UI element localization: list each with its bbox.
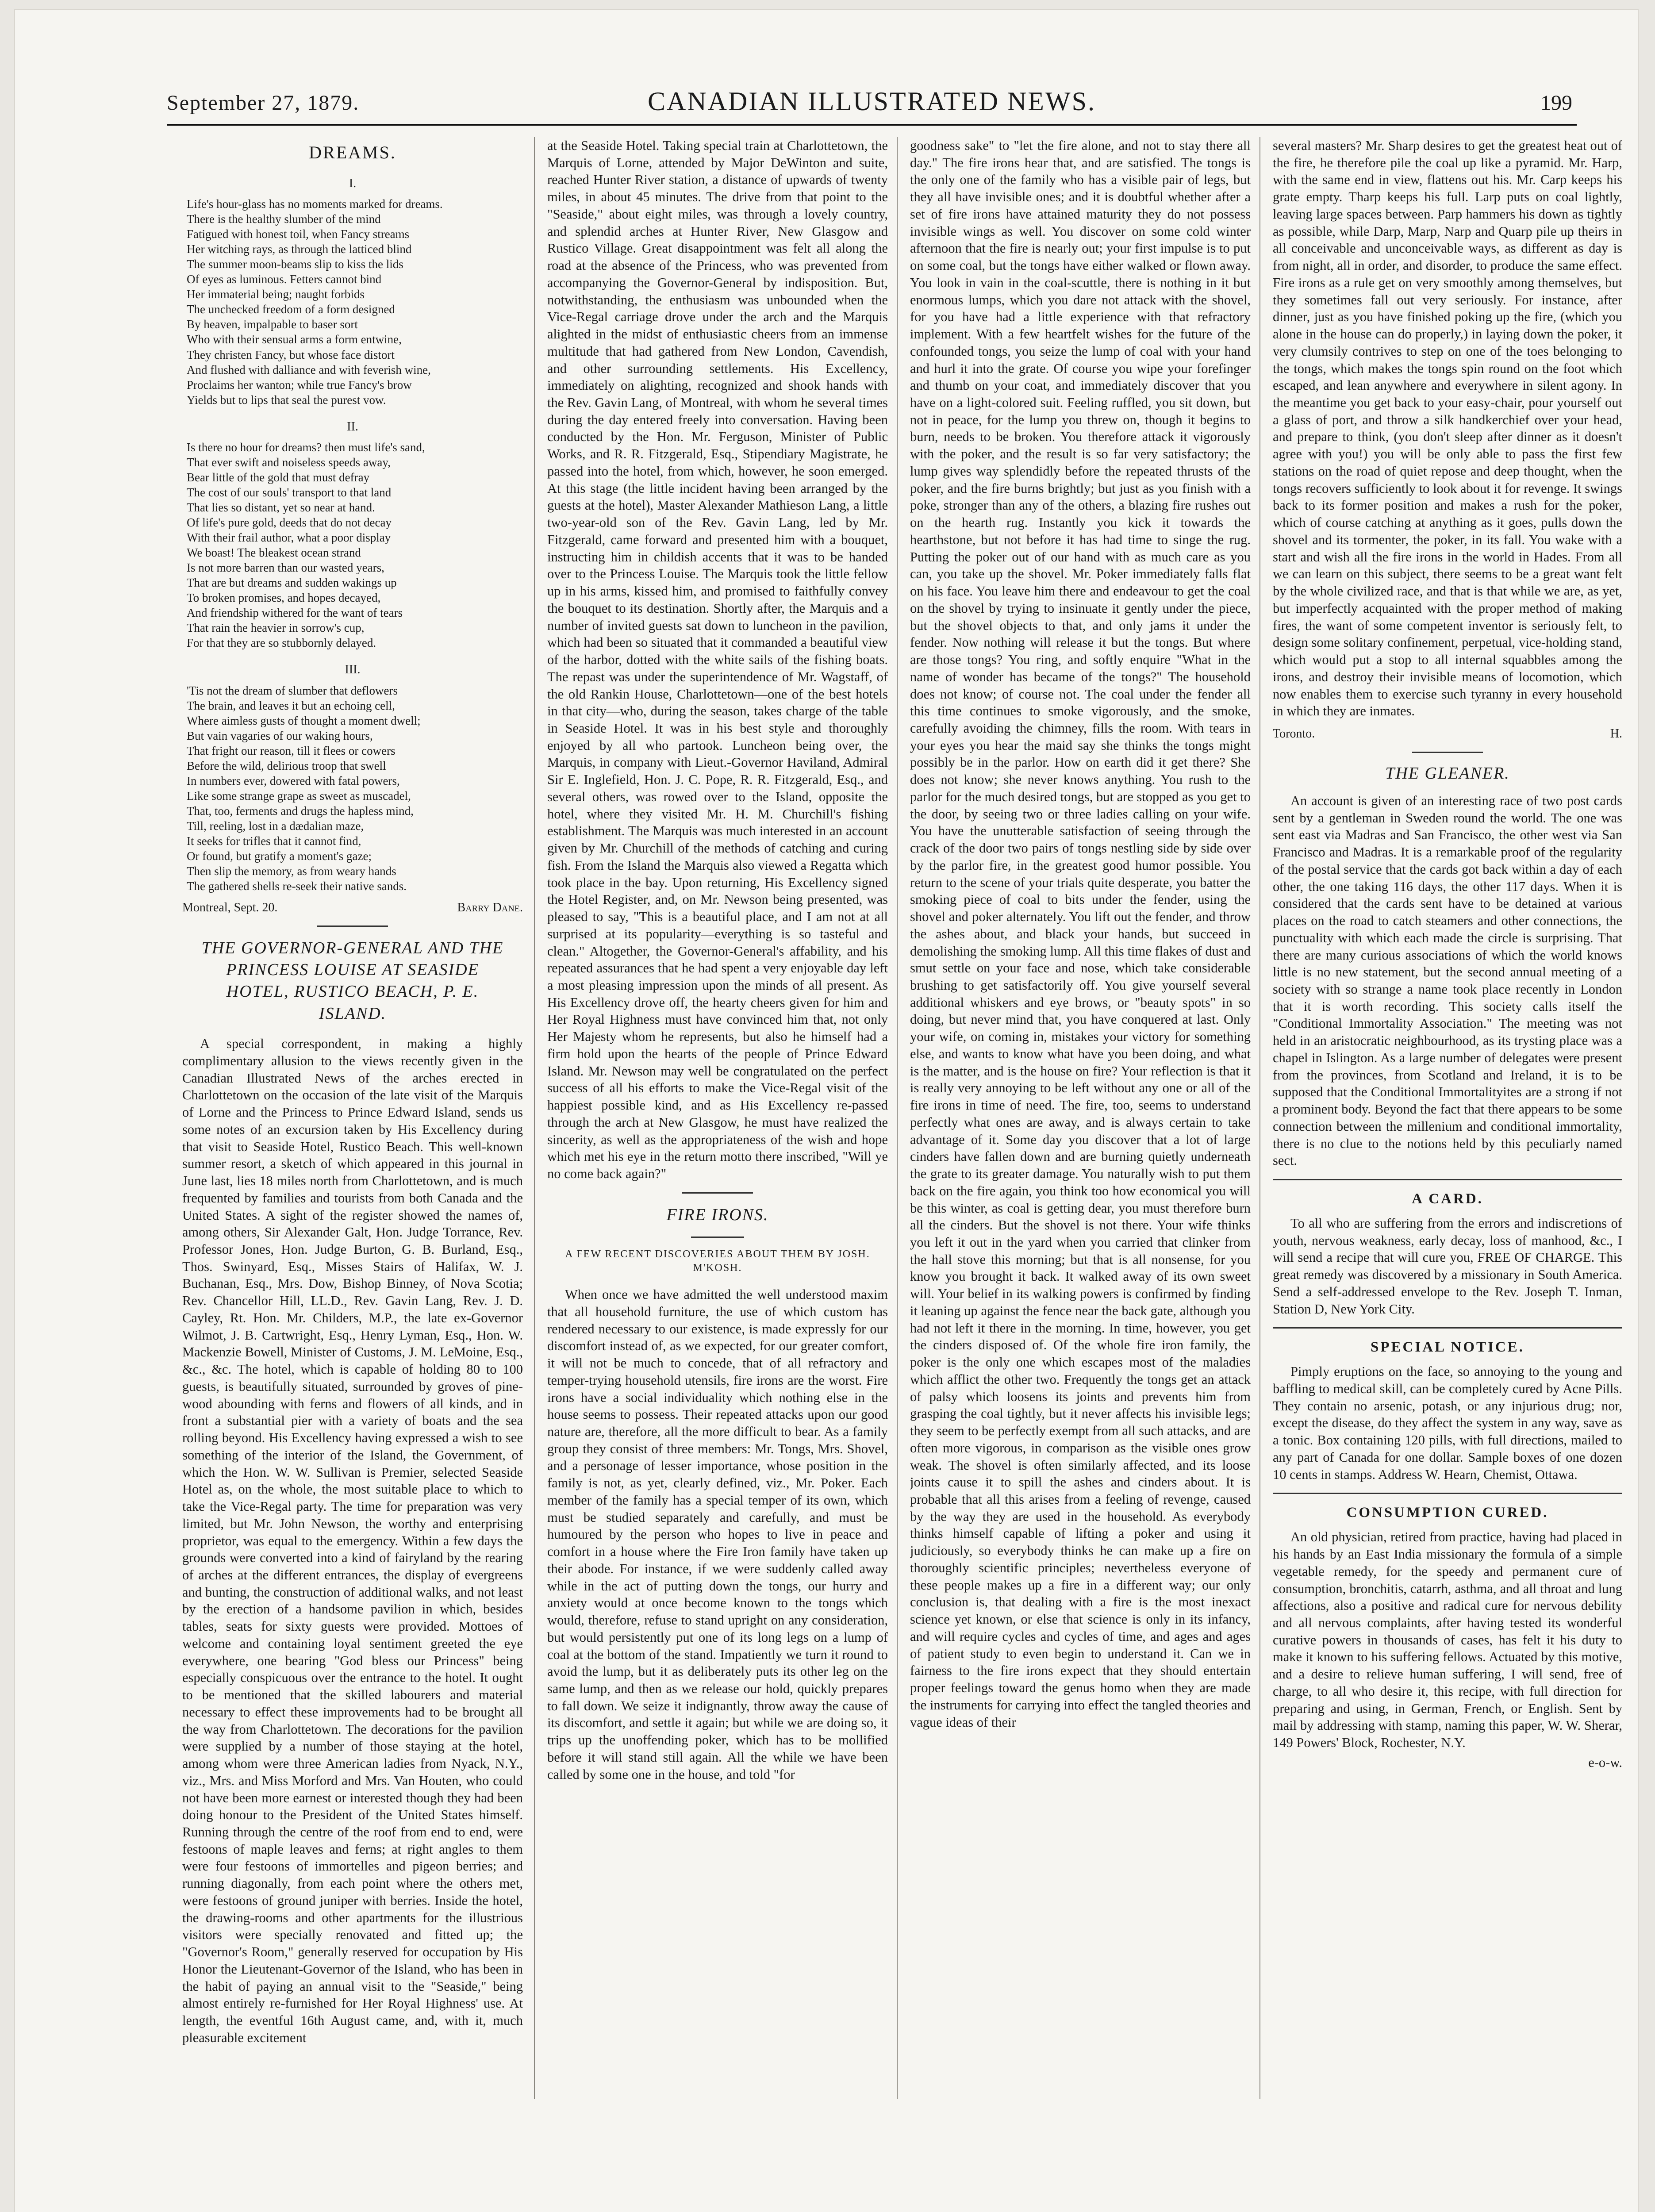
column-3 [910, 137, 1251, 2099]
column-4 [1273, 137, 1622, 2099]
poem-line: By heaven, impalpable to baser sort [187, 318, 358, 331]
section-divider [317, 926, 388, 927]
poem-line: The brain, and leaves it but an echoing cell, [187, 699, 395, 712]
poem-line: The summer moon-beams slip to kiss the lids [187, 257, 403, 271]
poem-line: Where aimless gusts of thought a moment dwell; [187, 714, 421, 727]
poem-line: That ever swift and noiseless speeds away, [187, 456, 391, 469]
section-title: THE GLEANER. [1385, 764, 1510, 783]
masthead-title: CANADIAN ILLUSTRATED NEWS. [648, 87, 1096, 116]
poem-line: To broken promises, and hopes decayed, [187, 591, 381, 605]
stanza-numeral: II. [347, 419, 358, 434]
ad-title: SPECIAL NOTICE. [1371, 1339, 1524, 1356]
column-rule [1259, 137, 1260, 2099]
column-1 [182, 137, 523, 2099]
poem-line: Life's hour-glass has no moments marked for dreams. [187, 197, 443, 211]
poem-line: Who with their sensual arms a form entwine, [187, 333, 402, 346]
section-divider [1273, 1179, 1622, 1180]
poem-line: Before the wild, delirious troop that swell [187, 759, 386, 772]
poem-line: Of eyes as luminous. Fetters cannot bind [187, 273, 382, 286]
article-subtitle: A FEW RECENT DISCOVERIES ABOUT THEM BY JOSH. M'KOSH. [565, 1248, 870, 1274]
article-paragraph: goodness sake" to "let the fire alone, and not to stay there all day." The fire irons hear that, and are satisfied. The tongs is the only one of the family who has a visible pair of legs, but they all have invisible ones; and it is doubtful whether after a set of fire irons have attained maturity they do not possess invisible wings as well. You discover on some cold winter afternoon that the fire is nearly out; your first impulse is to put on some coal, but the tongs have either walked or flown away. You look in vain in the coal-scuttle, there is nothing in it but enormous lumps, which you dare not attack with the shovel, for you have had a little experience with that refractory implement. With a few heartfelt wishes for the future of the confounded tongs, you seize the lump of coal with your hand and hurl it into the grate. Of course you wipe your forefinger and thumb on your coat, and immediately discover that you have on a light-colored suit. Feeling ruffled, you sit down, but not in peace, for the lump you threw on, though it begins to burn, needs to be broken. You therefore attack it vigorously with the poker, and the result is so far very satisfactory; the lump gives way splendidly before the repeated thrusts of the poker, and the fire burns brightly; but just as you finish with a poke, stronger than any of the others, a blazing fire rushes out on the hearth rug. Instantly you kick it towards the hearthstone, but not before it has had time to singe the rug. Putting the poker out of our hand with as much care as you can, you take up the shovel. Mr. Poker immediately falls flat on his face. You leave him there and endeavour to get the coal on the shovel by trying to insinuate it gently under the piece, but the shovel objects to that, and only jams it under the fender. Now nothing will release it but the tongs. But where are those tongs? You ring, and softly enquire "What in the name of wonder has became of the tongs?" The household does not know; of course not. The coal under the fender all this time continues to smoke vigorously, and the smoke, carefully avoiding the chimney, fills the room. With tears in your eyes you hear the maid say she thinks the tongs might possibly be in the parlor. How on earth did it get there? She does not know; she never knows anything. You rush to the parlor for the much desired tongs, but are stopped as you get to the door, by seeing two or three ladies calling on your wife. You have the unutterable satisfaction of seeing through the crack of the door two pairs of tongs nestling side by side over by the parlor fire, in the greatest good humor possible. You return to the scene of your trials quite desperate, you batter the smoking piece of coal to bits under the fender, using the shovel and poker alternately. You lift out the fender, and throw the ashes about, and black your hands, but succeed in demolishing the smoking lump. All this time flakes of dust and smut settle on your face and nose, which take considerable brushing to get satisfactorily off. You give yourself several additional whiskers and eye brows, or "beauty spots" in so doing, but never mind that, you have conquered at last. Only your wife, on coming in, mistakes your victory for something else, and wants to know what have you been doing, and what is the matter, and is the house on fire? Your reflection is that it is really very annoying to be left without any one or all of the fire irons in time of need. The fire, too, seems to understand perfectly what ones are away, and is always certain to take advantage of it. Some day you discover that a lot of large cinders have fallen down and are burning quietly underneath the grate to its greater damage. You naturally wish to put them back on the fire again, you think too how economical you will be this winter, as coal is getting dear, you must therefore burn all the cinders. But the shovel is not there. Your wife thinks you left it out in the yard when you carried that clinker from the hall stove this morning; but that is all nonsense, for you know you brought it back. It walked away of its own sweet will. Your belief in its walking powers is confirmed by finding it leaning up against the fence near the back gate, although you had not left it there in the morning. In time, however, you get the cinders disposed of. Of the whole fire iron family, the poker is the only one which escapes most of the maladies which afflict the other two. Frequently the tongs get an attack of palsy which loosens its joints and prevents him from grasping the coal tightly, but it never affects his invisible legs; they seem to be perfectly exempt from all such attacks, and are often more vigorous, in comparison as the visible ones grow weak. The shovel is often similarly affected, and its loose joints cause it to spill the ashes and cinders about. It is probable that all this arises from a feeling of revenge, caused by the way they are used in the household. As everybody thinks himself capable of lifting a poker and using it judiciously, so everybody thinks he can make up a fire on thoroughly scientific principles; nevertheless everyone of these people makes up a fire in a different way; our only conclusion is, that dealing with a fire is the most inexact science yet known, or else that science is only in its infancy, and will require cycles and cycles of time, and ages and ages of patient study to even begin to understand it. Can we in fairness to the fire irons expect that they should entertain proper feelings toward the genus homo when they are made the instruments for carrying into effect the tangled theories and vague ideas of their [910, 138, 1251, 1730]
poem-line: Fatigued with honest toil, when Fancy streams [187, 227, 410, 241]
poem-line: That fright our reason, till it flees or cowers [187, 744, 396, 757]
poem-line: Proclaims her wanton; while true Fancy's brow [187, 378, 412, 392]
poem-line: We boast! The bleakest ocean strand [187, 546, 361, 560]
article-paragraph: An account is given of an interesting race of two post cards sent by a gentleman in Sweden round the world. The one was sent east via Madras and San Francisco, the other west via San Francisco and Madras. It is a remarkable proof of the regularity of the postal service that the cards got back within a day of each other, the one taking 116 days, the other 117 days. When it is considered that the cards sent have to be detained at various places on the road to catch steamers and other connections, the punctuality with which each made the circle is surprising. That there are many curious associations of which the world knows little is no new statement, but the second annual meeting of a society with so strange a name took place recently in London that it is worth recording. This society calls itself the "Conditional Immortality Association." The meeting was not held in an aristocratic neighbourhood, as its trysting place was a chapel in Islington. As a large number of delegates were present from the provinces, from Scotland and Ireland, it is to be supposed that the Conditional Immortalityites are a strong if not a prominent body. Beyond the fact that there appears to be some connection between the millenium and conditional immortality, there is no clue to the notions held by this peculiarly named sect. [1273, 793, 1622, 1168]
poem-line: Like some strange grape as sweet as muscadel, [187, 789, 411, 803]
poem-title: DREAMS. [309, 142, 396, 162]
poem-line: Yields but to lips that seal the purest vow. [187, 393, 386, 407]
poem-line: That rain the heavier in sorrow's cup, [187, 621, 365, 635]
ad-text: An old physician, retired from practice, having had placed in his hands by an East India missionary the formula of a simple vegetable remedy, for the speedy and permanent cure of consumption, bronchitis, catarrh, asthma, and all throat and lung affections, also a positive and radical cure for nervous debility and all nervous complaints, after having tested its wonderful curative powers in thousands of cases, has felt it his duty to make it known to his suffering fellows. Actuated by this motive, and a desire to relieve human suffering, I will send, free of charge, to all who desire it, this recipe, with full direction for preparing and using, in German, French, or English. Sent by mail by addressing with stamp, naming this paper, W. W. Sherar, 149 Powers' Block, Rochester, N.Y. [1273, 1529, 1622, 1751]
stanza [187, 196, 523, 407]
poem-line: Till, reeling, lost in a dædalian maze, [187, 819, 364, 833]
poem-line: That are but dreams and sudden wakings up [187, 576, 397, 590]
newspaper-page [14, 9, 1639, 2212]
section-divider [1273, 1493, 1622, 1494]
poem-line: 'Tis not the dream of slumber that deflowers [187, 684, 398, 697]
poem-line: But vain vagaries of our waking hours, [187, 729, 373, 742]
stanza-numeral: III. [345, 663, 361, 677]
poem-line: They christen Fancy, but whose face distort [187, 348, 395, 361]
section-divider [1273, 1327, 1622, 1329]
poem-signature [182, 900, 523, 916]
poem-line: And friendship withered for the want of tears [187, 606, 403, 620]
page-number: 199 [1540, 91, 1572, 115]
stanza [187, 440, 523, 650]
poem-line: And flushed with dalliance and with feverish wine, [187, 363, 431, 376]
poem-line: With their frail author, what a poor display [187, 531, 391, 545]
stanza-numeral: I. [349, 176, 357, 190]
poem-line: For that they are so stubbornly delayed. [187, 636, 376, 650]
poem-line: Then slip the memory, as from weary hands [187, 864, 396, 878]
page-header [167, 75, 1577, 126]
section-divider [1412, 752, 1483, 753]
article-initial: H. [1610, 726, 1622, 741]
header-date: September 27, 1879. [167, 91, 360, 115]
poem-line: Her witching rays, as through the latticed blind [187, 242, 412, 256]
poem-line: Of life's pure gold, deeds that do not decay [187, 516, 392, 530]
section-divider [691, 1237, 744, 1238]
column-rule [534, 137, 535, 2099]
ad-code: e-o-w. [1588, 1755, 1622, 1770]
column-rule [897, 137, 898, 2099]
section-divider [682, 1192, 753, 1194]
article-title: THE GOVERNOR-GENERAL AND THE PRINCESS LOUISE AT SEASIDE HOTEL, RUSTICO BEACH, P. E. ISLAND. [201, 938, 504, 1023]
poem-line: It seeks for trifles that it cannot find, [187, 834, 361, 848]
ad-title: CONSUMPTION CURED. [1346, 1505, 1549, 1521]
poem-line: Bear little of the gold that must defray [187, 471, 370, 484]
article-title: FIRE IRONS. [666, 1205, 769, 1224]
article-paragraph: A special correspondent, in making a highly complimentary allusion to the views recently given in the Canadian Illustrated News of the arches erected in Charlottetown on the occasion of the late visit of the Marquis of Lorne and the Princess to Prince Edward Island, sends us some notes of an excursion taken by His Excellency during that visit to Seaside Hotel, Rustico Beach. This well-known summer resort, a sketch of which appeared in this journal in June last, lies 18 miles north from Charlottetown, and is much frequented by families and tourists from both Canada and the United States. A sight of the register showed the names of, among others, Sir Alexander Galt, Hon. Judge Torrance, Rev. Professor Jones, Hon. Judge Burton, G. B. Burland, Esq., Thos. Swinyard, Esq., Misses Stairs of Halifax, W. J. Buchanan, Esq., Mrs. Dow, Bishop Binney, of Nova Scotia; Rev. Chancellor Hill, LL.D., Rev. Gavin Lang, Rev. J. D. Cayley, Rt. Hon. Mr. Childers, M.P., the late ex-Governor Wilmot, J. B. Cartwright, Esq., Henry Lyman, Esq., Hon. W. Mackenzie Bowell, Minister of Customs, J. M. LeMoine, Esq., &c., &c. The hotel, which is capable of holding 80 to 100 guests, is beautifully situated, surrounded by groves of pine-wood abounding with ferns and flowers of all kinds, and in front a substantial pier with a variety of boats and the sea rolling beyond. His Excellency having expressed a wish to see something of the interior of the Island, the Government, of which the Hon. W. W. Sullivan is Premier, selected Seaside Hotel as, on the whole, the most suitable place to which to take the Vice-Regal party. The time for preparation was very limited, but Mr. John Newson, the worthy and enterprising proprietor, was equal to the emergency. Within a few days the grounds were converted into a kind of fairyland by the rearing of arches at the different entrances, the display of evergreens and bunting, the construction of additional walks, and not least by the erection of a handsome pavilion in which, besides tables, seats for sixty guests were provided. Mottoes of welcome and containing loyal sentiment greeted the eye everywhere, one bearing "God bless our Princess" being especially conspicuous over the entrance to the hotel. It ought to be mentioned that the skilled labourers and material necessary to effect these improvements had to be brought all the way from Charlottetown. The decorations for the pavilion were supplied by a number of those staying at the hotel, among whom were three American ladies from Nyack, N.Y., viz., Mrs. and Miss Morford and Mrs. Van Houten, who could not have been more earnest or interested though they had been doing honour to the President of the United States himself. Running through the centre of the roof from end to end, were festoons of maple leaves and ferns; at right angles to them were four festoons of immortelles and pigeon berries; and running diagonally, from each point where the others met, were festoons of ground juniper with berries. Inside the hotel, the drawing-rooms and other apartments for the illustrious visitors were specially renovated and fitted up; the "Governor's Room," generally reserved for occupation by His Honor the Lieutenant-Governor of the Island, who has been in the habit of paying an annual visit to the "Seaside," being almost entirely re-furnished for Her Royal Highness' use. At length, the eventful 16th August came, and, with it, much pleasurable excitement [182, 1036, 523, 2045]
article-paragraph: several masters? Mr. Sharp desires to get the greatest heat out of the fire, he therefore pile the coal up like a pyramid. Mr. Harp, with the same end in view, flattens out his. Mr. Carp keeps his grate empty. Tharp keeps his full. Larp puts on coal lightly, leaving large spaces between. Parp hammers his down as tightly as possible, while Darp, Marp, Narp and Quarp pile up theirs in all conceivable and unconceivable ways, as different as day is from night, all in order, and disorder, to produce the same effect. Fire irons as a rule get on very smoothly among themselves, but they sometimes fall out very seriously. For instance, after dinner, just as you have finished poking up the fire, (which you alone in the house can do properly,) in laying down the poker, it very clumsily contrives to step on one of the toes belonging to the tongs, which makes the tongs spin round on the foot which escaped, and lean anywhere and everywhere in silent agony. In the meantime you get back to your easy-chair, pour yourself out a glass of port, and throw a silk handkerchief over your head, and prepare to think, (you don't sleep after dinner as it doesn't agree with you!) you will be only able to pass the first few stations on the road of quiet repose and deep thought, when the tongs recovers sufficiently to look about it for revenge. It swings back to its former position and makes a rush for the poker, which of course catching at anything as it goes, pulls down the shovel and its tormenter, the poker, in its fall. You wake with a start and wish all the fire irons in the world in Hades. From all we can learn on this subject, there seems to be a great want felt by the whole civilized race, and that is that while we are, as yet, but imperfectly acquainted with the proper method of making fires, the want of some competent inventor is seriously felt, to design some solitary confinement, perpetual, vice-holding stand, which would put a stop to all internal squabbles among the irons, and destroy their invisible means of locomotion, which now enables them to exercise such tyranny in every household in which they are inmates. [1273, 138, 1622, 719]
poem-line: There is the healthy slumber of the mind [187, 212, 381, 226]
stanza [187, 683, 523, 894]
article-place: Toronto. [1273, 726, 1315, 741]
article-paragraph: at the Seaside Hotel. Taking special train at Charlottetown, the Marquis of Lorne, attended by Major DeWinton and suite, reached Hunter River station, a distance of upwards of twenty miles, in about 45 minutes. The drive from that point to the "Seaside," about eight miles, was through a lovely country, and splendid arches at Hunter River, New Glasgow and Rustico Village. Great disappointment was felt all along the road at the absence of the Princess, who was prevented from accompanying the Governor-General by indisposition. But, notwithstanding, the enthusiasm was unbounded when the Vice-Regal carriage drove under the arch and the Marquis alighted in the midst of enthusiastic cheers from an immense multitude that had gathered from New London, Cavendish, and other surrounding settlements. His Excellency, immediately on alighting, recognized and shook hands with the Rev. Gavin Lang, of Montreal, with whom he several times during the day entered freely into conversation. Having been conducted by the Hon. Mr. Ferguson, Minister of Public Works, and R. R. Fitzgerald, Esq., Stipendiary Magistrate, he passed into the hotel, from which, however, he soon emerged. At this stage (the little incident having been arranged by the guests at the hotel), Master Alexander Mathieson Lang, a little two-year-old son of the Rev. Gavin Lang, led by Mr. Fitzgerald, came forward and presented him with a bouquet, instructing him in childish accents that it was to be handed over to the Princess Louise. The Marquis took the little fellow up in his arms, kissed him, and promised to faithfully convey the bouquet to its destination. Shortly after, the Marquis and a number of invited guests sat down to luncheon in the pavilion, which had been so situated that it commanded a beautiful view of the harbor, dotted with the white sails of the fishing boats. The repast was under the superintendence of Mr. Wagstaff, of the old Rankin House, Charlottetown—one of the best hotels in that city—who, during the season, takes charge of the table in Seaside Hotel. It was in his best style and thoroughly enjoyed by all who partook. Luncheon being over, the Marquis, in company with Lieut.-Governor Haviland, Admiral Sir E. Inglefield, Hon. J. C. Pope, R. R. Fitzgerald, Esq., and several others, was rowed over to the Island, opposite the hotel, where they visited Mr. H. M. Churchill's fishing establishment. The Marquis was much interested in an account given by Mr. Churchill of the methods of catching and curing fish. From the Island the Marquis also viewed a Regatta which took place in the bay. Upon returning, His Excellency signed the Hotel Register, and, on Mr. Newson being presented, was pleased to say, "This is a beautiful place, and I am not at all surprised at its popularity—everything is so tasteful and clean." Altogether, the Governor-General's affability, and his repeated assurances that he had spent a very enjoyable day left a most pleasing impression upon the minds of all present. As His Excellency drove off, the hearty cheers given for him and Her Royal Highness must have convinced him that, not only Her Majesty whom he represents, but also he himself had a firm hold upon the hearts of the people of Prince Edward Island. Mr. Newson may well be congratulated on the perfect success of all his efforts to make the Vice-Regal visit of the happiest possible kind, and as His Excellency re-passed through the arch at New Glasgow, he must have realized the sincerity, as well as the appropriateness of the wish and hope which met his eye in the return motto there inscribed, "Will ye no come back again?" [547, 138, 888, 1182]
article-paragraph: When once we have admitted the well understood maxim that all household furniture, the use of which custom has rendered necessary to our existence, is made expressly for our discomfort instead of, as we expected, for our greater comfort, it will not be much to concede, that of all refractory and temper-trying household utensils, fire irons are the worst. Fire irons have a social individuality which nothing else in the house seems to possess. Their repeated attacks upon our good nature are, therefore, all the more difficult to bear. As a family group they consist of three members: Mr. Tongs, Mrs. Shovel, and a personage of lesser importance, whose position in the family is not, as yet, clearly defined, viz., Mr. Poker. Each member of the family has a special temper of its own, which must be studied separately and carefully, and must be humoured by the person who hopes to live in peace and comfort in a house where the Fire Iron family have taken up their abode. For instance, if we were suddenly called away while in the act of putting down the tongs, our hurry and anxiety would at once become known to the tongs which would, therefore, refuse to stand upright on any consideration, but would persistently put one of its long legs on a lump of coal at the bottom of the stand. Impatiently we turn it round to avoid the lump, but it as deliberately puts its other leg on the same lump, and then as we release our hold, quickly prepares to fall down. We seize it indignantly, throw away the cause of its discomfort, and settle it again; but while we are doing so, it trips up the unoffending poker, which has to be mollified before it will stand still again. All the while we have been called by some one in the house, and told "for [547, 1287, 888, 1782]
poem-line: That lies so distant, yet so near at hand. [187, 501, 375, 515]
ad-text: To all who are suffering from the errors and indiscretions of youth, nervous weakness, early decay, loss of manhood, &c., I will send a recipe that will cure you, FREE OF CHARGE. This great remedy was discovered by a missionary in South America. Send a self-addressed envelope to the Rev. Joseph T. Inman, Station D, New York City. [1273, 1215, 1622, 1317]
poem-place-date: Montreal, Sept. 20. [182, 901, 278, 915]
poem-line: That, too, ferments and drugs the hapless mind, [187, 804, 414, 818]
ad-title: A CARD. [1412, 1191, 1483, 1207]
poem-author: Barry Dane. [457, 901, 523, 915]
poem-line: Is there no hour for dreams? then must life's sand, [187, 441, 425, 454]
poem-line: Is not more barren than our wasted years, [187, 561, 384, 575]
poem-line: The cost of our souls' transport to that land [187, 486, 392, 499]
poem-line: The gathered shells re-seek their native sands. [187, 879, 407, 893]
poem-line: Or found, but gratify a moment's gaze; [187, 849, 372, 863]
ad-text: Pimply eruptions on the face, so annoying to the young and baffling to medical skill, can be completely cured by Acne Pills. They contain no arsenic, potash, or any injurious drug; nor, except the disease, do they affect the system in any way, save as a tonic. Box containing 120 pills, with full directions, mailed to any part of Canada for one dollar. Sample boxes of one dozen 10 cents in stamps. Address W. Hearn, Chemist, Ottawa. [1273, 1364, 1622, 1482]
poem-line: In numbers ever, dowered with fatal powers, [187, 774, 400, 787]
column-2 [547, 137, 888, 2099]
poem-line: Her immaterial being; naught forbids [187, 288, 365, 301]
article-signature [1273, 726, 1622, 742]
poem-line: The unchecked freedom of a form designed [187, 303, 395, 316]
